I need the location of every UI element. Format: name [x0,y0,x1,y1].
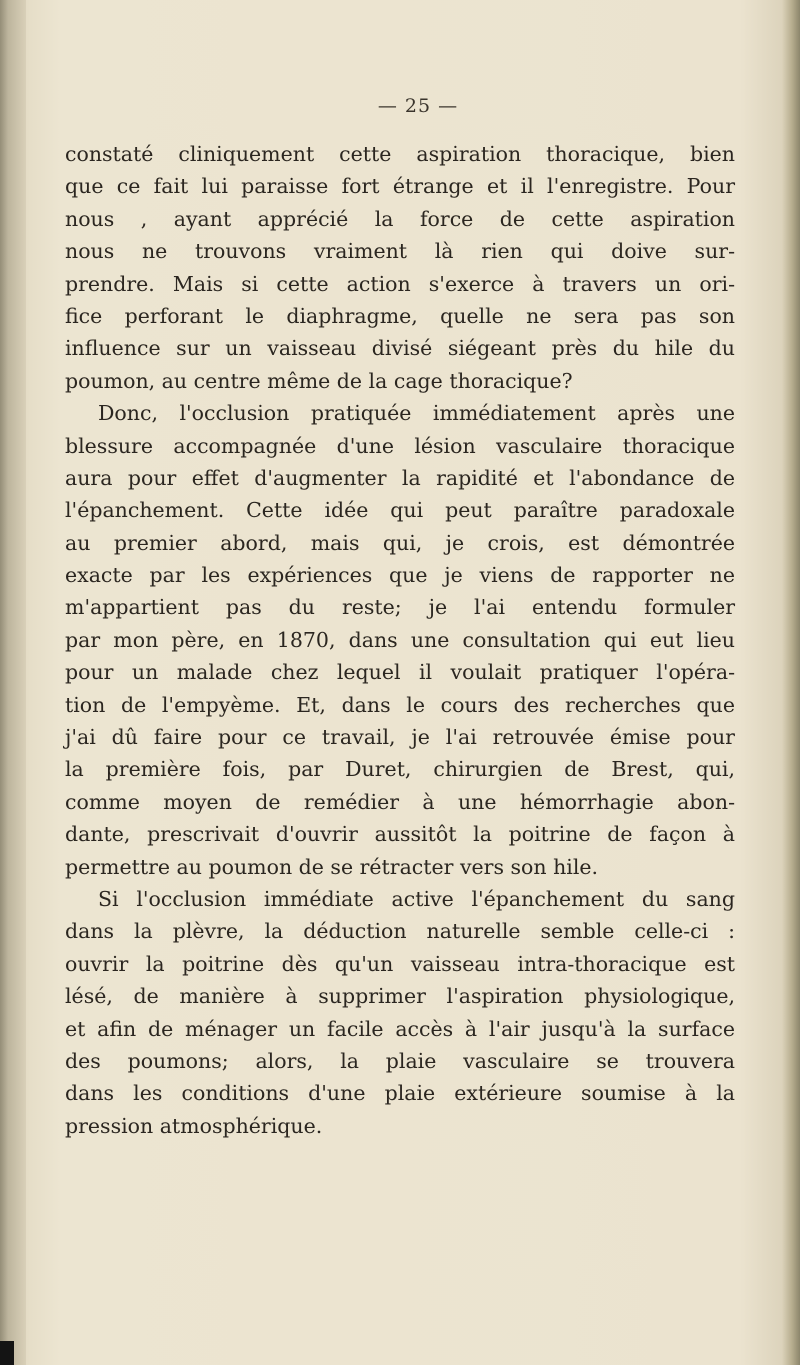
text-line: et afin de ménager un facile accès à l'air jusqu'à la surface [65,1016,735,1041]
body-text [65,138,735,1142]
text-line: fice perforant le diaphragme, quelle ne sera pas son [65,303,735,328]
text-line: tion de l'empyème. Et, dans le cours des recherches que [65,692,735,717]
text-line: constaté cliniquement cette aspiration thoracique, bien [65,142,735,166]
text-line: Donc, l'occlusion pratiquée immédiatement après une [98,401,735,426]
scan-corner-mark [0,1341,14,1365]
text-line: nous ne trouvons vraiment là rien qui doive sur- [65,239,735,264]
text-line: lésé, de manière à supprimer l'aspiration physiologique, [65,984,735,1009]
text-line: ouvrir la poitrine dès qu'un vaisseau intra-thoracique est [65,951,735,976]
text-line: au premier abord, mais qui, je crois, est démontrée [65,530,735,555]
page-edge-shadow [782,0,800,1365]
text-line: j'ai dû faire pour ce travail, je l'ai retrouvée émise pour [65,725,735,750]
text-line: que ce fait lui paraisse fort étrange et il l'enregistre. Pour [65,174,735,199]
page-number: — 25 — [377,95,459,117]
text-line: pour un malade chez lequel il voulait pratiquer l'opéra- [65,660,735,685]
text-line: nous , ayant apprécié la force de cette aspiration [65,206,735,231]
text-line: influence sur un vaisseau divisé siégeant près du hile du [65,336,735,361]
text-line: dans les conditions d'une plaie extérieure soumise à la [65,1081,735,1106]
text-line: l'épanchement. Cette idée qui peut paraître paradoxale [65,498,735,523]
text-line: aura pour effet d'augmenter la rapidité et l'abondance de [65,465,735,490]
text-line: dante, prescrivait d'ouvrir aussitôt la poitrine de façon à [65,822,735,847]
text-line: m'appartient pas du reste; je l'ai entendu formuler [65,595,735,620]
text-line: pression atmosphérique. [65,1113,323,1138]
text-line: poumon, au centre même de la cage thoracique? [65,368,573,393]
text-line: par mon père, en 1870, dans une consultation qui eut lieu [65,627,735,652]
text-line: comme moyen de remédier à une hémorrhagie abon- [65,789,735,814]
text-line: dans la plèvre, la déduction naturelle semble celle-ci : [65,919,735,944]
text-line: la première fois, par Duret, chirurgien de Brest, qui, [65,757,735,782]
text-line: permettre au poumon de se rétracter vers son hile. [65,854,599,879]
text-line: blessure accompagnée d'une lésion vasculaire thoracique [65,433,735,458]
text-line: exacte par les expériences que je viens de rapporter ne [65,563,735,588]
text-line: Si l'occlusion immédiate active l'épanchement du sang [98,886,735,911]
page-binding-shadow [0,0,26,1365]
text-line: prendre. Mais si cette action s'exerce à travers un ori- [65,271,735,296]
text-line: des poumons; alors, la plaie vasculaire se trouvera [65,1048,735,1073]
